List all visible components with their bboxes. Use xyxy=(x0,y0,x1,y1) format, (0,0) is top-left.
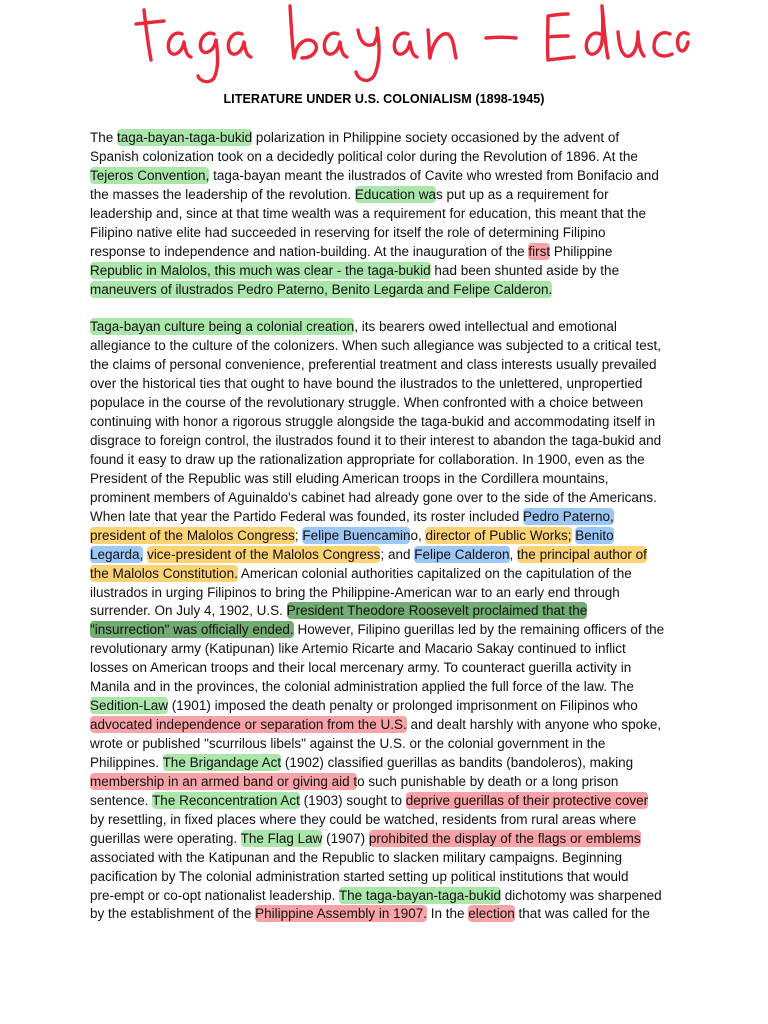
highlighted-phrase: election xyxy=(468,906,515,922)
text-line xyxy=(90,129,682,148)
text-run: American colonial authorities capitalized on the capitulation of the xyxy=(237,565,632,581)
text-run: (1903) sought to xyxy=(299,792,406,808)
text-line xyxy=(90,754,682,773)
highlighted-phrase: Education wa xyxy=(354,186,436,202)
highlighted-phrase: Philippine Assembly in 1907. xyxy=(255,906,427,922)
text-line xyxy=(90,621,682,640)
highlighted-phrase: "insurrection" was officially ended. xyxy=(90,622,294,638)
highlighted-phrase: The taga-bayan-taga-bukid xyxy=(338,887,501,903)
text-run: disgrace to foreign control, the ilustrados found it to their interest to abandon the taga-bukid and xyxy=(90,433,662,448)
text-line xyxy=(90,868,682,887)
text-line xyxy=(90,546,682,565)
text-run: polarization in Philippine society occasioned by the advent of xyxy=(252,130,620,145)
highlighted-phrase: Taga-bayan culture being a colonial creation xyxy=(90,319,355,335)
text-run: pre-empt or co-opt nationalist leadership. xyxy=(90,887,339,903)
text-line xyxy=(90,413,682,432)
text-line xyxy=(90,527,682,546)
highlighted-phrase: The Flag Law xyxy=(240,830,323,846)
text-line xyxy=(90,716,682,735)
text-run: s put up as a requirement for xyxy=(435,186,609,202)
text-run: However, Filipino guerillas led by the remaining officers of the xyxy=(293,622,665,638)
highlighted-phrase: Tejeros Convention, xyxy=(90,167,210,183)
text-run: continuing with honor a rigorous struggle alongside the taga-bukid and accommodating itself in xyxy=(90,414,656,430)
highlighted-phrase: advocated independence or separation from the U.S. xyxy=(90,717,407,733)
text-run: In the xyxy=(426,906,469,922)
text-line xyxy=(90,792,682,811)
text-run: wrote or published "scurrilous libels" against the U.S. or the colonial government in the xyxy=(90,736,606,751)
text-run: President of the Republic was still eluding American troops in the Cordillera mountains, xyxy=(90,470,609,486)
text-line xyxy=(90,337,682,356)
text-line xyxy=(90,830,682,849)
highlighted-phrase: Sedition-Law xyxy=(90,698,169,714)
text-line xyxy=(90,735,682,754)
text-line xyxy=(90,697,682,716)
text-line xyxy=(90,148,682,167)
text-run: the masses the leadership of the revolution. xyxy=(90,186,355,202)
text-run: (1901) imposed the death penalty or prolonged imprisonment on Filipinos who xyxy=(168,698,638,714)
highlighted-phrase: President Theodore Roosevelt proclaimed that the xyxy=(286,603,588,619)
text-run: surrender. On July 4, 1902, U.S. xyxy=(90,603,287,619)
text-line xyxy=(90,224,682,243)
highlighted-phrase: the principal author of xyxy=(517,546,647,562)
highlighted-phrase: taga-bayan-taga-bukid xyxy=(117,130,253,145)
text-run: Manila and in the provinces, the colonial administration applied the full force of the law. The xyxy=(90,679,634,695)
highlighted-phrase: Felipe Buencamin xyxy=(302,527,411,543)
highlighted-phrase: vice-president of the Malolos Congress xyxy=(147,546,381,562)
text-run: populace in the course of the revolutionary struggle. When confronted with a choice between xyxy=(90,395,644,411)
text-line xyxy=(90,262,682,281)
text-line xyxy=(90,773,682,792)
text-line xyxy=(90,243,682,262)
text-run: , its bearers owed intellectual and emotional xyxy=(354,319,617,335)
text-line xyxy=(90,640,682,659)
text-line xyxy=(90,432,682,451)
handwritten-note-drawing-tail xyxy=(130,0,690,84)
text-line xyxy=(90,887,682,906)
text-run: associated with the Katipunan and the Republic to slacken military campaigns. Beginning xyxy=(90,849,623,865)
highlighted-phrase: director of Public Works; xyxy=(425,527,572,543)
highlighted-phrase: maneuvers of ilustrados Pedro Paterno, Benito Legarda and Felipe Calderon. xyxy=(90,281,553,297)
text-run: taga-bayan meant the ilustrados of Cavite who wrested from Bonifacio and xyxy=(209,167,659,183)
highlighted-phrase: president of the Malolos Congress xyxy=(90,527,295,543)
text-run: sentence. xyxy=(90,792,153,808)
text-run: losses on American troops and their local mercenary army. To counteract guerilla activity in xyxy=(90,660,632,676)
highlighted-phrase: The Brigandage Act xyxy=(162,754,282,770)
text-line xyxy=(90,584,682,603)
text-line xyxy=(90,849,682,868)
document-title: LITERATURE UNDER U.S. COLONIALISM (1898-1945) xyxy=(223,92,545,106)
text-run: Spanish colonization took on a decidedly political color during the Revolution of 1896. At the xyxy=(90,148,638,164)
text-line xyxy=(90,167,682,186)
text-line xyxy=(90,565,682,584)
text-run: ; and xyxy=(380,546,415,562)
text-run: pacification by The colonial administration started setting up political institutions that would xyxy=(90,868,629,884)
paragraph-gap xyxy=(90,299,682,318)
text-line xyxy=(90,602,682,621)
text-run: ilustrados in urging Filipinos to bring the Philippine-American war to an early end through xyxy=(90,584,620,600)
highlighted-phrase: deprive guerillas of their protective cover xyxy=(405,792,649,808)
text-run: over the historical ties that ought to have bound the ilustrados to the unlettered, unpropertied xyxy=(90,376,643,392)
handwritten-annotation xyxy=(130,0,690,84)
highlighted-phrase: the Malolos Constitution. xyxy=(90,565,238,581)
text-run: by the establishment of the xyxy=(90,906,256,922)
text-run: ; xyxy=(294,527,303,543)
text-line xyxy=(90,356,682,375)
text-run: by resettling, in fixed places where they could be watched, residents from rural areas where xyxy=(90,811,637,827)
text-run: had been shunted aside by the xyxy=(430,262,620,278)
text-line xyxy=(90,678,682,697)
text-line xyxy=(90,905,682,924)
document-body xyxy=(90,129,682,924)
highlighted-phrase: membership in an armed band or giving aid t xyxy=(90,773,358,789)
highlighted-phrase: Legarda, xyxy=(90,546,144,562)
text-run: response to independence and nation-building. At the inauguration of the xyxy=(90,243,529,259)
text-run: found it easy to draw up the rationalization appropriate for collaboration. In 1900, even as the xyxy=(90,451,645,467)
highlighted-phrase: Pedro Paterno, xyxy=(523,508,614,524)
text-line xyxy=(90,318,682,337)
text-run: , xyxy=(509,546,518,562)
text-line xyxy=(90,186,682,205)
text-run: The xyxy=(90,130,118,145)
text-run: the claims of personal convenience, preferential treatment and class interests usually prevailed xyxy=(90,357,657,373)
text-run: (1902) classified guerillas as bandits (bandoleros), making xyxy=(281,754,634,770)
text-run: Philippines. xyxy=(90,754,163,770)
text-run: dichotomy was sharpened xyxy=(501,887,662,903)
text-run: prominent members of Aguinaldo's cabinet had already gone over to the side of the Americans. xyxy=(90,489,657,505)
text-line xyxy=(90,508,682,527)
highlighted-phrase: Republic in Malolos, this much was clear - the taga-bukid xyxy=(90,262,431,278)
text-line xyxy=(90,811,682,830)
text-line xyxy=(90,489,682,508)
text-run: leadership and, since at that time wealth was a requirement for education, this meant that the xyxy=(90,205,647,221)
text-run: and dealt harshly with anyone who spoke, xyxy=(406,717,662,733)
text-line xyxy=(90,394,682,413)
text-line xyxy=(90,451,682,470)
text-run: revolutionary army (Katipunan) like Artemio Ricarte and Macario Sakay continued to inflict xyxy=(90,641,626,657)
highlighted-phrase: Benito xyxy=(575,527,614,543)
highlighted-phrase: prohibited the display of the flags or emblems xyxy=(368,830,641,846)
text-run: When late that year the Partido Federal was founded, its roster included xyxy=(90,508,523,524)
text-run: guerillas were operating. xyxy=(90,830,241,846)
text-run: Filipino native elite had succeeded in reserving for itself the role of determining Filipino xyxy=(90,224,606,240)
text-run: that was called for the xyxy=(514,906,650,922)
text-run: (1907) xyxy=(322,830,369,846)
highlighted-phrase: The Reconcentration Act xyxy=(152,792,300,808)
highlighted-phrase: Felipe Calderon xyxy=(414,546,510,562)
text-run: allegiance to the culture of the colonizers. When such allegiance was subjected to a critical test, xyxy=(90,338,662,354)
text-line xyxy=(90,281,682,300)
text-line xyxy=(90,659,682,678)
text-run: o, xyxy=(410,527,426,543)
text-line xyxy=(90,375,682,394)
highlighted-phrase: first xyxy=(528,243,551,259)
text-run: Philippine xyxy=(550,243,613,259)
text-line xyxy=(90,205,682,224)
text-line xyxy=(90,470,682,489)
text-run: o such punishable by death or a long prison xyxy=(357,773,619,789)
